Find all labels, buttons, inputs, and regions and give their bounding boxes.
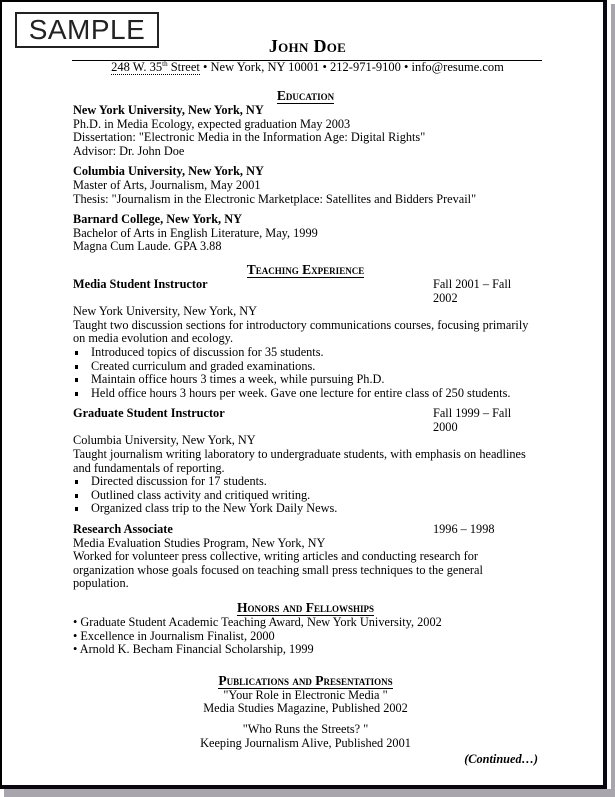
education-heading-text: Education: [276, 88, 335, 103]
job-title: Graduate Student Instructor: [73, 406, 225, 421]
job-bullet: Maintain office hours 3 times a week, while pursuing Ph.D.: [73, 373, 538, 387]
job-header: [73, 523, 538, 537]
contact-line: [0, 60, 615, 75]
education-heading: [73, 88, 538, 104]
honor-item: • Graduate Student Academic Teaching Award, New York University, 2002: [73, 615, 442, 629]
job-description: Worked for volunteer press collective, writing articles and conducting research for organization whose goals focused on teaching small press techniques to the general population.: [73, 549, 483, 591]
job-org: New York University, New York, NY: [73, 304, 258, 319]
teaching-heading-text: Teaching Experience: [246, 261, 365, 277]
honors-list: [73, 616, 538, 657]
publication-entry: [73, 723, 538, 750]
sample-watermark: SAMPLE: [15, 12, 159, 48]
job-description: Taught two discussion sections for introductory communications courses, focusing primarily on media evolution and ecology.: [73, 317, 529, 346]
education-line: Ph.D. in Media Ecology, expected graduation May 2003: [73, 116, 351, 131]
honor-item: • Arnold K. Becham Financial Scholarship, 1999: [73, 642, 314, 657]
job-bullets: [73, 475, 538, 516]
school-name: Columbia University, New York, NY: [73, 164, 264, 179]
teaching-heading: [73, 262, 538, 278]
job-bullet: Organized class trip to the New York Daily News.: [73, 502, 538, 516]
job-org: Media Evaluation Studies Program, New York, NY: [73, 535, 326, 550]
honor-item: • Excellence in Journalism Finalist, 2000: [73, 628, 275, 643]
job-bullet: Held office hours 3 hours per week. Gave one lecture for entire class of 250 students.: [73, 387, 538, 401]
job-entry: [73, 278, 538, 400]
publication-source: Media Studies Magazine, Published 2002: [203, 701, 408, 716]
job-entry: [73, 407, 538, 516]
honors-heading: [73, 600, 538, 616]
address-street: Street: [167, 60, 200, 75]
job-dates: Fall 2001 – Fall 2002: [433, 276, 512, 305]
job-header: [73, 407, 538, 434]
job-bullets: [73, 346, 538, 400]
publications-heading-text: Publications and Presentations: [218, 672, 393, 688]
street-address: [111, 60, 200, 75]
education-line: Thesis: "Journalism in the Electronic Marketplace: Satellites and Bidders Prevail": [73, 191, 477, 206]
job-dates: 1996 – 1998: [433, 522, 495, 537]
candidate-name: John Doe: [268, 36, 347, 56]
job-header: [73, 278, 538, 305]
honors-heading-text: Honors and Fellowships: [236, 600, 375, 615]
continued-note: (Continued…): [464, 752, 538, 767]
job-bullet: Introduced topics of discussion for 35 students.: [73, 346, 538, 360]
job-bullet: Outlined class activity and critiqued writing.: [73, 489, 538, 503]
school-name: New York University, New York, NY: [73, 103, 264, 117]
publication-source: Keeping Journalism Alive, Published 2001: [200, 735, 411, 750]
page-shadow-bottom: [4, 789, 615, 797]
education-line: Advisor: Dr. John Doe: [73, 143, 185, 158]
school-name: Barnard College, New York, NY: [73, 212, 242, 227]
address-ordinal: th: [162, 60, 168, 68]
education-entry: [73, 165, 538, 206]
publication-title: "Your Role in Electronic Media ": [223, 687, 388, 702]
education-entry: [73, 213, 538, 254]
publications-heading: [73, 673, 538, 689]
job-bullet: Directed discussion for 17 students.: [73, 475, 538, 489]
publication-title: "Who Runs the Streets? ": [242, 721, 369, 736]
address-number: 248 W. 35: [111, 60, 163, 75]
page-shadow-right: [611, 4, 615, 797]
education-line: Master of Arts, Journalism, May 2001: [73, 177, 261, 192]
publication-entry: [73, 689, 538, 716]
job-title: Media Student Instructor: [73, 276, 208, 291]
job-bullet: Created curriculum and graded examinations.: [73, 360, 538, 374]
resume-content: [73, 88, 538, 767]
job-dates: Fall 1999 – Fall 2000: [433, 406, 512, 434]
job-title: Research Associate: [73, 522, 173, 537]
job-entry: [73, 523, 538, 591]
education-line: Dissertation: "Electronic Media in the Information Age: Digital Rights": [73, 130, 426, 145]
job-description: Taught journalism writing laboratory to undergraduate students, with emphasis on headlines and fundamentals of reporting.: [73, 447, 526, 475]
job-org: Columbia University, New York, NY: [73, 433, 256, 448]
education-line: Bachelor of Arts in English Literature, May, 1999: [73, 225, 318, 240]
education-line: Magna Cum Laude. GPA 3.88: [73, 239, 222, 254]
contact-details: • New York, NY 10001 • 212-971-9100 • info@resume.com: [199, 60, 504, 75]
education-entry: [73, 104, 538, 158]
